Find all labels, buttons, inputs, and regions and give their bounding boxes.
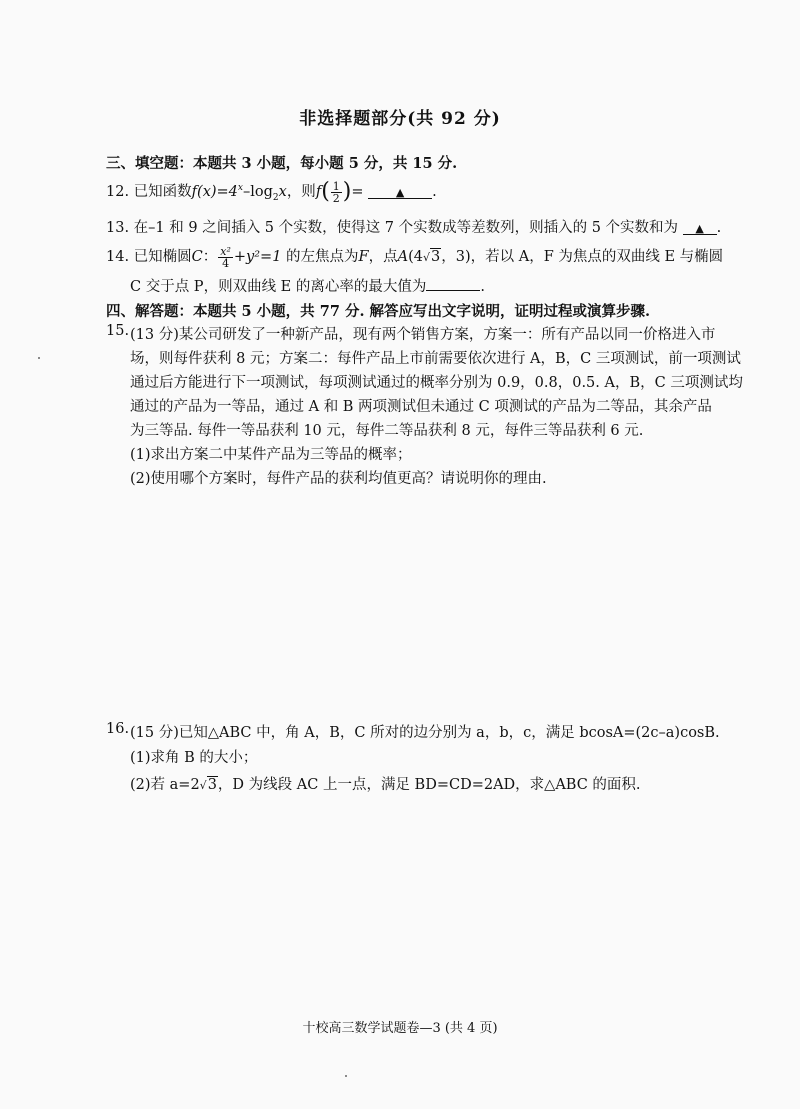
question-16-part-1: (1)求角 B 的大小； bbox=[130, 750, 258, 766]
question-15-line: 为三等品. 每件一等品获利 10 元，每件二等品获利 8 元，每件三等品获利 6 元. bbox=[130, 423, 644, 439]
question-16-number: 16. bbox=[106, 721, 130, 737]
triangle-icon: ▲ bbox=[695, 222, 704, 235]
page-title: 非选择题部分(共 92 分) bbox=[299, 109, 501, 129]
question-15-line: 场，则每件获利 8 元；方案二：每件产品上市前需要依次进行 A，B，C 三项测试，前一项测试 bbox=[130, 351, 741, 367]
answer-blank bbox=[683, 220, 717, 235]
page-footer: 十校高三数学试题卷—3 (共 4 页) bbox=[302, 1021, 498, 1036]
section-3-heading: 三、填空题：本题共 3 小题，每小题 5 分，共 15 分. bbox=[106, 155, 458, 172]
section-4-heading: 四、解答题：本题共 5 小题，共 77 分. 解答应写出文字说明，证明过程或演算步骤. bbox=[106, 303, 651, 320]
question-number: 14. bbox=[106, 249, 130, 265]
question-15-line: 通过的产品为一等品，通过 A 和 B 两项测试但未通过 C 项测试的产品为二等品，其余产品 bbox=[130, 399, 712, 415]
answer-blank bbox=[368, 184, 432, 199]
question-12: 12. 已知函数$f(x)=4^x-\log_2x$，则f( $\frac{1}{2}$ )= ▲ . bbox=[106, 179, 437, 205]
question-14-line-2: C 交于点 P，则双曲线 E 的离心率的最大值为 . bbox=[130, 275, 485, 296]
fraction: $\frac{\text{x²}}{4}$ bbox=[220, 244, 231, 270]
question-15-line: 通过后方能进行下一项测试，每项测试通过的概率分别为 0.9，0.8，0.5. A，B，C 三项测试均 bbox=[130, 375, 743, 391]
question-number: 13. bbox=[106, 220, 130, 236]
scan-speck bbox=[38, 357, 40, 359]
question-14: 14. 已知椭圆C： $\frac{\text{x²}}{4}$ +y²=1 的左焦点为F，点A(4√3，3)，若以 A，F 为焦点的双曲线 E 与椭圆 bbox=[106, 244, 724, 270]
question-15-line: (13 分)某公司研发了一种新产品，现有两个销售方案，方案一：所有产品以同一价格进入市 bbox=[130, 327, 716, 343]
question-15-number: 15. bbox=[106, 323, 130, 339]
question-15-part-2: (2)使用哪个方案时，每件产品的获利均值更高？请说明你的理由. bbox=[130, 471, 547, 487]
triangle-icon: ▲ bbox=[395, 186, 405, 199]
question-13: 13. 在–1 和 9 之间插入 5 个实数，使得这 7 个实数成等差数列，则插入的 5 个实数和为 ▲ . bbox=[106, 220, 722, 236]
scan-speck bbox=[345, 1075, 347, 1077]
answer-blank bbox=[426, 276, 480, 291]
question-16-line: (15 分)已知△ABC 中，角 A，B，C 所对的边分别为 a，b，c，满足 bcosA=(2c–a)cosB. bbox=[130, 725, 720, 741]
fraction: $\frac{1}{2}$ bbox=[332, 179, 340, 205]
question-number: 12. bbox=[106, 184, 130, 200]
question-16-part-2: (2)若 a=2√3，D 为线段 AC 上一点，满足 BD=CD=2AD，求△ABC 的面积. bbox=[130, 777, 641, 793]
question-15-part-1: (1)求出方案二中某件产品为三等品的概率； bbox=[130, 447, 412, 463]
